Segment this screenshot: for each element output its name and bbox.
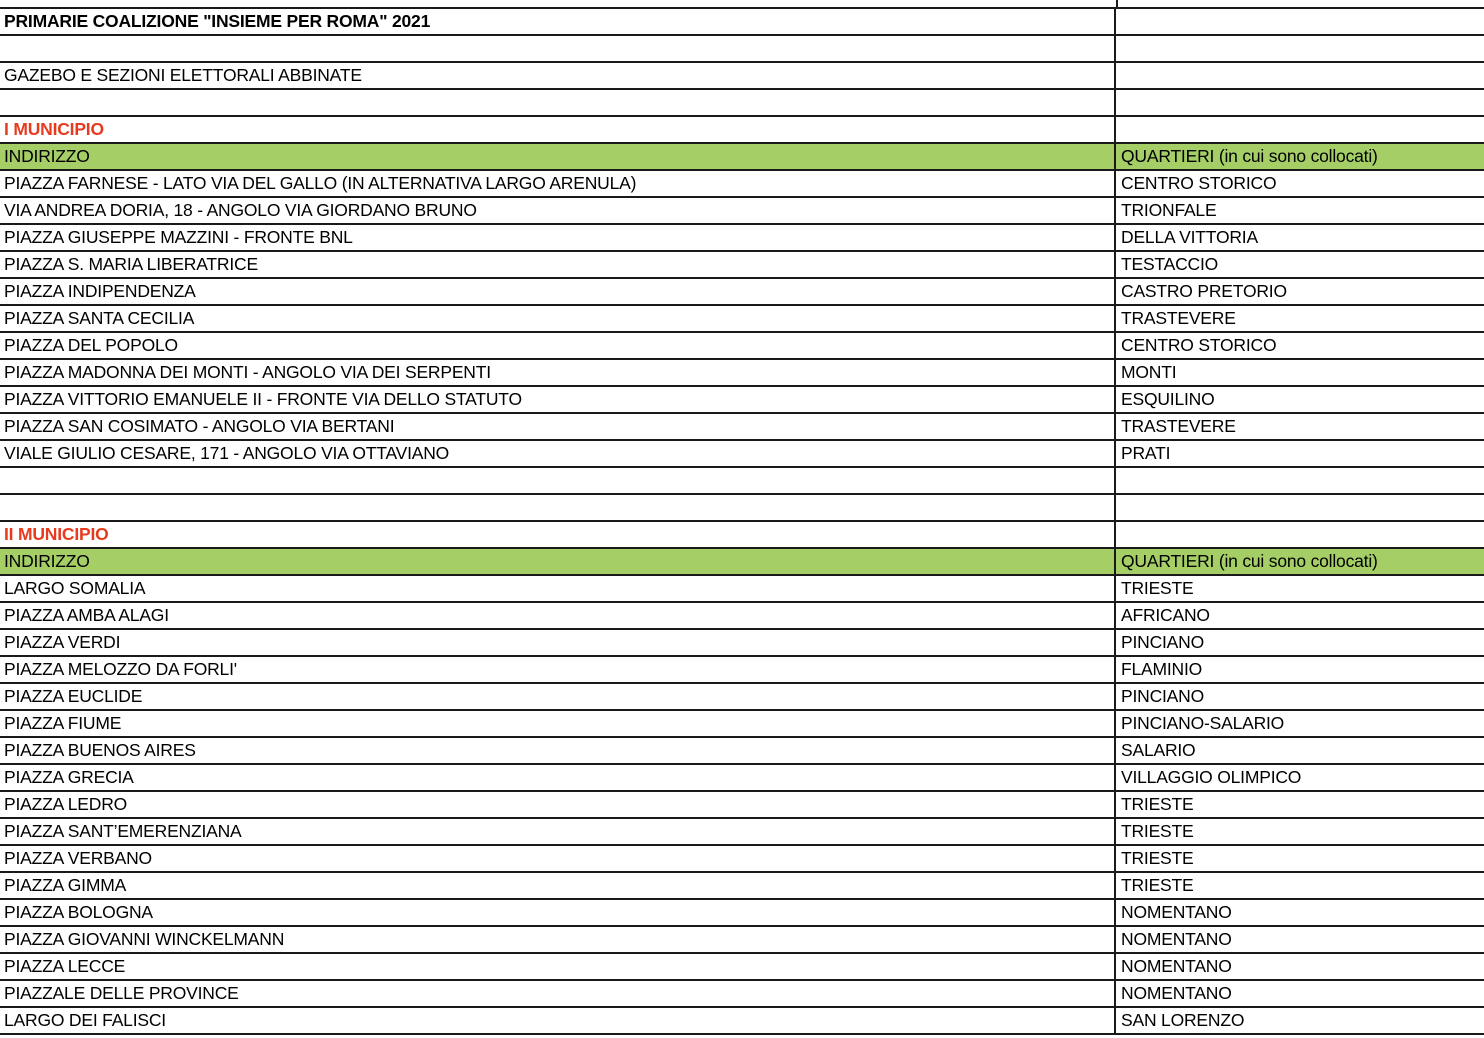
table-row xyxy=(0,657,1484,684)
table-row xyxy=(0,576,1484,603)
cell-indirizzo[interactable]: PIAZZA FARNESE - LATO VIA DEL GALLO (IN ALTERNATIVA LARGO ARENULA) xyxy=(0,171,1116,196)
cell-quartiere[interactable]: TRIESTE xyxy=(1121,848,1194,868)
cell-quartiere[interactable]: TRIESTE xyxy=(1121,821,1194,841)
cell-indirizzo[interactable]: PIAZZA EUCLIDE xyxy=(0,684,1116,709)
cell-quartiere[interactable]: CENTRO STORICO xyxy=(1121,335,1277,355)
cell-quartiere[interactable]: PINCIANO-SALARIO xyxy=(1121,713,1285,733)
table-row xyxy=(0,792,1484,819)
municipio-heading[interactable]: II MUNICIPIO xyxy=(0,522,1116,547)
cell-indirizzo[interactable]: PIAZZA MADONNA DEI MONTI - ANGOLO VIA DEI SERPENTI xyxy=(0,360,1116,385)
table-row xyxy=(0,630,1484,657)
sheet-top-border xyxy=(0,0,1484,9)
cell-indirizzo[interactable]: PIAZZA SAN COSIMATO - ANGOLO VIA BERTANI xyxy=(0,414,1116,439)
table-row xyxy=(0,333,1484,360)
table-row xyxy=(0,819,1484,846)
cell-indirizzo[interactable]: VIALE GIULIO CESARE, 171 - ANGOLO VIA OTTAVIANO xyxy=(0,441,1116,466)
cell-quartiere[interactable]: TESTACCIO xyxy=(1121,254,1219,274)
cell-quartiere[interactable]: ESQUILINO xyxy=(1121,389,1215,409)
empty-cell[interactable] xyxy=(1116,117,1484,142)
column-header-quartieri[interactable]: QUARTIERI (in cui sono collocati) xyxy=(1116,549,1484,574)
table-row xyxy=(0,171,1484,198)
cell-quartiere[interactable]: PINCIANO xyxy=(1121,632,1204,652)
cell-indirizzo[interactable]: PIAZZA DEL POPOLO xyxy=(0,333,1116,358)
cell-quartiere[interactable]: TRIESTE xyxy=(1121,578,1194,598)
table-row xyxy=(0,414,1484,441)
table-row xyxy=(0,360,1484,387)
cell-indirizzo[interactable]: PIAZZA S. MARIA LIBERATRICE xyxy=(0,252,1116,277)
table-row xyxy=(0,279,1484,306)
cell-indirizzo[interactable]: VIA ANDREA DORIA, 18 - ANGOLO VIA GIORDANO BRUNO xyxy=(0,198,1116,223)
cell-quartiere[interactable]: TRIESTE xyxy=(1121,875,1194,895)
empty-cell[interactable] xyxy=(1116,522,1484,547)
municipio-heading-row xyxy=(0,117,1484,144)
municipio-heading-row xyxy=(0,522,1484,549)
cell-quartiere[interactable]: TRASTEVERE xyxy=(1121,308,1236,328)
empty-cell[interactable] xyxy=(1116,63,1484,88)
cell-indirizzo[interactable]: PIAZZA AMBA ALAGI xyxy=(0,603,1116,628)
municipio-heading[interactable]: I MUNICIPIO xyxy=(0,117,1116,142)
table-row xyxy=(0,981,1484,1008)
empty-cell[interactable] xyxy=(0,36,1116,61)
empty-cell[interactable] xyxy=(0,495,1116,520)
cell-indirizzo[interactable]: PIAZZA MELOZZO DA FORLI' xyxy=(0,657,1116,682)
empty-cell[interactable] xyxy=(1116,9,1484,34)
title-row xyxy=(0,9,1484,36)
cell-indirizzo[interactable]: PIAZZA SANTA CECILIA xyxy=(0,306,1116,331)
cell-indirizzo[interactable]: PIAZZA BUENOS AIRES xyxy=(0,738,1116,763)
table-row xyxy=(0,603,1484,630)
empty-row xyxy=(0,468,1484,495)
cell-indirizzo[interactable]: PIAZZA VERBANO xyxy=(0,846,1116,871)
cell-indirizzo[interactable]: PIAZZA LECCE xyxy=(0,954,1116,979)
table-row xyxy=(0,927,1484,954)
cell-quartiere[interactable]: PINCIANO xyxy=(1121,686,1204,706)
cell-indirizzo[interactable]: PIAZZA GIUSEPPE MAZZINI - FRONTE BNL xyxy=(0,225,1116,250)
table-row xyxy=(0,954,1484,981)
cell-indirizzo[interactable]: LARGO SOMALIA xyxy=(0,576,1116,601)
cell-indirizzo[interactable]: PIAZZALE DELLE PROVINCE xyxy=(0,981,1116,1006)
table-row xyxy=(0,306,1484,333)
table-row xyxy=(0,684,1484,711)
table-row xyxy=(0,441,1484,468)
empty-row xyxy=(0,495,1484,522)
column-header-indirizzo[interactable]: INDIRIZZO xyxy=(0,549,1116,574)
cell-quartiere[interactable]: NOMENTANO xyxy=(1121,956,1232,976)
empty-cell[interactable] xyxy=(1116,468,1484,493)
cell-quartiere[interactable]: MONTI xyxy=(1121,362,1177,382)
subtitle-row xyxy=(0,63,1484,90)
cell-indirizzo[interactable]: PIAZZA INDIPENDENZA xyxy=(0,279,1116,304)
cell-quartiere[interactable]: PRATI xyxy=(1121,443,1171,463)
table-row xyxy=(0,900,1484,927)
cell-indirizzo[interactable]: PIAZZA LEDRO xyxy=(0,792,1116,817)
empty-cell[interactable] xyxy=(1116,90,1484,115)
empty-cell[interactable] xyxy=(1116,495,1484,520)
cell-quartiere[interactable]: FLAMINIO xyxy=(1121,659,1203,679)
cell-indirizzo[interactable]: PIAZZA GIMMA xyxy=(0,873,1116,898)
spreadsheet-grid xyxy=(0,9,1484,1035)
table-row xyxy=(0,225,1484,252)
table-row xyxy=(0,873,1484,900)
cell-quartiere[interactable]: TRASTEVERE xyxy=(1121,416,1236,436)
column-header-row xyxy=(0,144,1484,171)
cell-quartiere[interactable]: VILLAGGIO OLIMPICO xyxy=(1121,767,1302,787)
cell-quartiere[interactable]: TRIONFALE xyxy=(1121,200,1217,220)
cell-quartiere[interactable]: TRIESTE xyxy=(1121,794,1194,814)
cell-quartiere[interactable]: AFRICANO xyxy=(1121,605,1210,625)
table-row xyxy=(0,252,1484,279)
empty-row xyxy=(0,36,1484,63)
cell-quartiere[interactable]: NOMENTANO xyxy=(1121,983,1232,1003)
cell-quartiere[interactable]: CASTRO PRETORIO xyxy=(1121,281,1287,301)
table-row xyxy=(0,711,1484,738)
column-header-quartieri[interactable]: QUARTIERI (in cui sono collocati) xyxy=(1116,144,1484,169)
empty-cell[interactable] xyxy=(1116,36,1484,61)
cell-quartiere[interactable]: SAN LORENZO xyxy=(1121,1010,1245,1030)
table-row xyxy=(0,198,1484,225)
cell-quartiere[interactable]: DELLA VITTORIA xyxy=(1121,227,1258,247)
cell-indirizzo[interactable]: PIAZZA VITTORIO EMANUELE II - FRONTE VIA DELLO STATUTO xyxy=(0,387,1116,412)
table-row xyxy=(0,738,1484,765)
cell-indirizzo[interactable]: PIAZZA FIUME xyxy=(0,711,1116,736)
sheet-title[interactable]: PRIMARIE COALIZIONE "INSIEME PER ROMA" 2021 xyxy=(0,9,1116,34)
cell-quartiere[interactable]: CENTRO STORICO xyxy=(1121,173,1277,193)
cell-quartiere[interactable]: SALARIO xyxy=(1121,740,1196,760)
empty-cell[interactable] xyxy=(0,90,1116,115)
column-header-indirizzo[interactable]: INDIRIZZO xyxy=(0,144,1116,169)
table-row xyxy=(0,765,1484,792)
sheet-subtitle[interactable]: GAZEBO E SEZIONI ELETTORALI ABBINATE xyxy=(0,63,1116,88)
column-header-row xyxy=(0,549,1484,576)
cell-indirizzo[interactable]: PIAZZA GIOVANNI WINCKELMANN xyxy=(0,927,1116,952)
cell-quartiere[interactable]: NOMENTANO xyxy=(1121,902,1232,922)
cell-indirizzo[interactable]: PIAZZA GRECIA xyxy=(0,765,1116,790)
table-row xyxy=(0,387,1484,414)
cell-indirizzo[interactable]: PIAZZA VERDI xyxy=(0,630,1116,655)
cell-indirizzo[interactable]: PIAZZA BOLOGNA xyxy=(0,900,1116,925)
table-row xyxy=(0,846,1484,873)
empty-cell[interactable] xyxy=(0,468,1116,493)
empty-row xyxy=(0,90,1484,117)
column-divider-top xyxy=(1116,0,1118,9)
table-row xyxy=(0,1008,1484,1035)
cell-indirizzo[interactable]: PIAZZA SANT’EMERENZIANA xyxy=(0,819,1116,844)
cell-indirizzo[interactable]: LARGO DEI FALISCI xyxy=(0,1008,1116,1033)
cell-quartiere[interactable]: NOMENTANO xyxy=(1121,929,1232,949)
